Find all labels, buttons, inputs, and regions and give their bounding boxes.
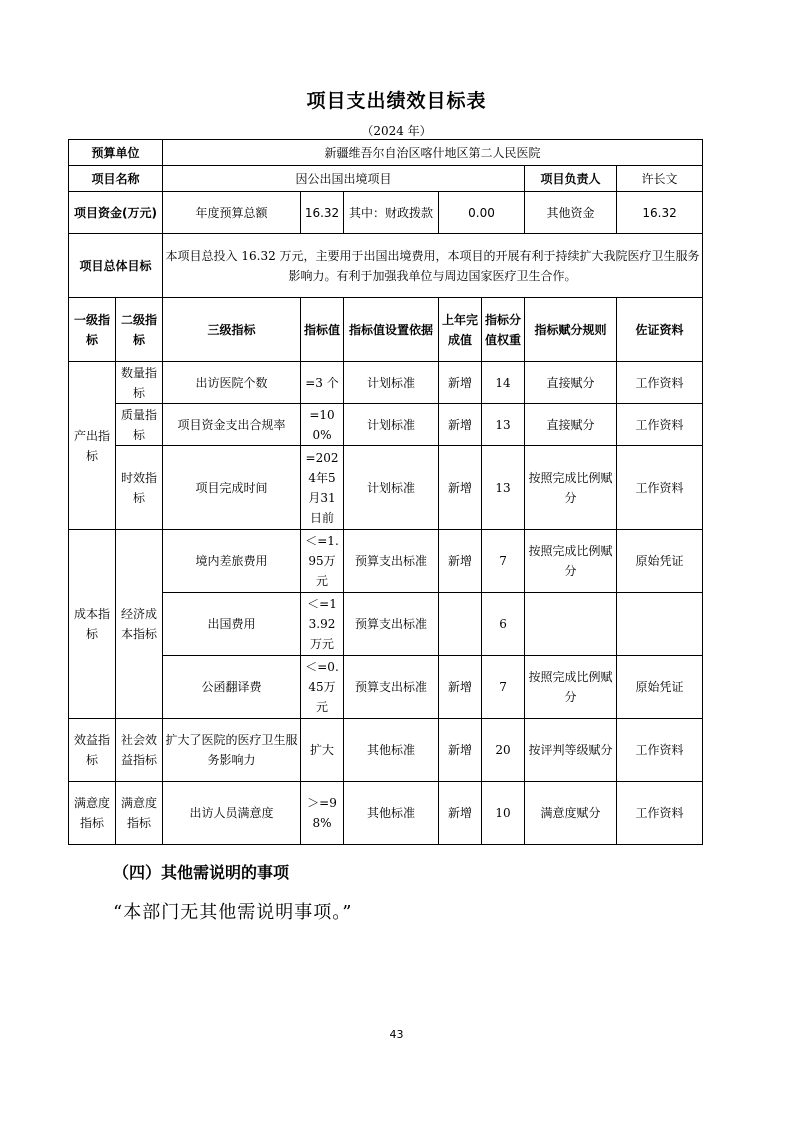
label-funds: 项目资金(万元) <box>69 192 163 234</box>
row-basis: 预算支出标准 <box>344 656 439 719</box>
value-responsible: 许长文 <box>617 166 703 192</box>
row-evidence: 工作资料 <box>617 782 703 845</box>
row-name: 出国费用 <box>163 593 301 656</box>
row-evidence: 工作资料 <box>617 404 703 446</box>
page-number: 43 <box>389 1028 404 1041</box>
row-value: ＞=98% <box>301 782 344 845</box>
row-value: 扩大 <box>301 719 344 782</box>
row-value: ＜=13.92万元 <box>301 593 344 656</box>
value-unit: 新疆维吾尔自治区喀什地区第二人民医院 <box>163 140 703 166</box>
row-basis: 计划标准 <box>344 362 439 404</box>
table-row <box>69 362 703 404</box>
group-benefit: 效益指标 <box>69 719 116 782</box>
sub-timeliness: 时效指标 <box>116 446 163 530</box>
row-last <box>439 593 482 656</box>
row-basis: 其他标准 <box>344 719 439 782</box>
row-weight: 13 <box>482 446 525 530</box>
row-name: 项目完成时间 <box>163 446 301 530</box>
header-value: 指标值 <box>301 298 344 362</box>
row-basis: 预算支出标准 <box>344 530 439 593</box>
row-evidence <box>617 593 703 656</box>
value-other-funds: 16.32 <box>617 192 703 234</box>
row-evidence: 原始凭证 <box>617 656 703 719</box>
label-other-funds: 其他资金 <box>525 192 617 234</box>
label-responsible: 项目负责人 <box>525 166 617 192</box>
performance-table <box>68 139 703 845</box>
row-last: 新增 <box>439 656 482 719</box>
header-level3: 三级指标 <box>163 298 301 362</box>
row-value: =100% <box>301 404 344 446</box>
group-satisfaction: 满意度指标 <box>69 782 116 845</box>
row-name: 出访医院个数 <box>163 362 301 404</box>
row-rule: 按照完成比例赋分 <box>525 656 617 719</box>
header-level1: 一级指标 <box>69 298 116 362</box>
row-name: 境内差旅费用 <box>163 530 301 593</box>
row-name: 扩大了医院的医疗卫生服务影响力 <box>163 719 301 782</box>
row-name: 项目资金支出合规率 <box>163 404 301 446</box>
header-evidence: 佐证资料 <box>617 298 703 362</box>
value-annual-total: 16.32 <box>301 192 344 234</box>
header-level2: 二级指标 <box>116 298 163 362</box>
row-rule: 按照完成比例赋分 <box>525 530 617 593</box>
row-rule: 直接赋分 <box>525 362 617 404</box>
row-last: 新增 <box>439 782 482 845</box>
table-row <box>69 530 703 593</box>
row-rule: 直接赋分 <box>525 404 617 446</box>
row-weight: 14 <box>482 362 525 404</box>
label-unit: 预算单位 <box>69 140 163 166</box>
row-weight: 13 <box>482 404 525 446</box>
sub-economic-cost: 经济成本指标 <box>116 530 163 719</box>
group-cost: 成本指标 <box>69 530 116 719</box>
section-heading: （四）其他需说明的事项 <box>113 863 290 882</box>
table-row <box>69 656 703 719</box>
row-evidence: 原始凭证 <box>617 530 703 593</box>
year-subtitle: （2024 年） <box>361 124 432 138</box>
label-project-name: 项目名称 <box>69 166 163 192</box>
row-evidence: 工作资料 <box>617 719 703 782</box>
table-row <box>69 404 703 446</box>
row-weight: 7 <box>482 530 525 593</box>
sub-quantity: 数量指标 <box>116 362 163 404</box>
row-weight: 7 <box>482 656 525 719</box>
table-row <box>69 593 703 656</box>
row-name: 出访人员满意度 <box>163 782 301 845</box>
value-project-name: 因公出国出境项目 <box>163 166 525 192</box>
row-rule <box>525 593 617 656</box>
header-weight: 指标分值权重 <box>482 298 525 362</box>
row-basis: 预算支出标准 <box>344 593 439 656</box>
sub-quality: 质量指标 <box>116 404 163 446</box>
row-name: 公函翻译费 <box>163 656 301 719</box>
table-row <box>69 719 703 782</box>
row-last: 新增 <box>439 530 482 593</box>
row-value: ＜=1.95万元 <box>301 530 344 593</box>
row-basis: 其他标准 <box>344 782 439 845</box>
label-goal: 项目总体目标 <box>69 234 163 298</box>
row-weight: 20 <box>482 719 525 782</box>
row-rule: 满意度赋分 <box>525 782 617 845</box>
table-row <box>69 782 703 845</box>
row-value: =3 个 <box>301 362 344 404</box>
row-value: =2024年5月31日前 <box>301 446 344 530</box>
row-last: 新增 <box>439 446 482 530</box>
row-evidence: 工作资料 <box>617 446 703 530</box>
table-row <box>69 446 703 530</box>
label-annual-total: 年度预算总额 <box>163 192 301 234</box>
section-text: “本部门无其他需说明事项。” <box>113 902 353 923</box>
header-last-year: 上年完成值 <box>439 298 482 362</box>
sub-social-benefit: 社会效益指标 <box>116 719 163 782</box>
row-last: 新增 <box>439 404 482 446</box>
value-goal: 本项目总投入 16.32 万元，主要用于出国出境费用，本项目的开展有利于持续扩大我院医疗卫生服务影响力。有利于加强我单位与周边国家医疗卫生合作。 <box>163 234 703 298</box>
value-fiscal: 0.00 <box>439 192 525 234</box>
label-fiscal: 其中：财政拨款 <box>344 192 439 234</box>
header-rule: 指标赋分规则 <box>525 298 617 362</box>
sub-satisfaction: 满意度指标 <box>116 782 163 845</box>
row-last: 新增 <box>439 719 482 782</box>
row-rule: 按照完成比例赋分 <box>525 446 617 530</box>
row-last: 新增 <box>439 362 482 404</box>
page-title: 项目支出绩效目标表 <box>306 90 487 112</box>
header-basis: 指标值设置依据 <box>344 298 439 362</box>
row-basis: 计划标准 <box>344 446 439 530</box>
group-output: 产出指标 <box>69 362 116 530</box>
row-rule: 按评判等级赋分 <box>525 719 617 782</box>
row-basis: 计划标准 <box>344 404 439 446</box>
row-weight: 10 <box>482 782 525 845</box>
row-value: ＜=0.45万元 <box>301 656 344 719</box>
row-weight: 6 <box>482 593 525 656</box>
row-evidence: 工作资料 <box>617 362 703 404</box>
